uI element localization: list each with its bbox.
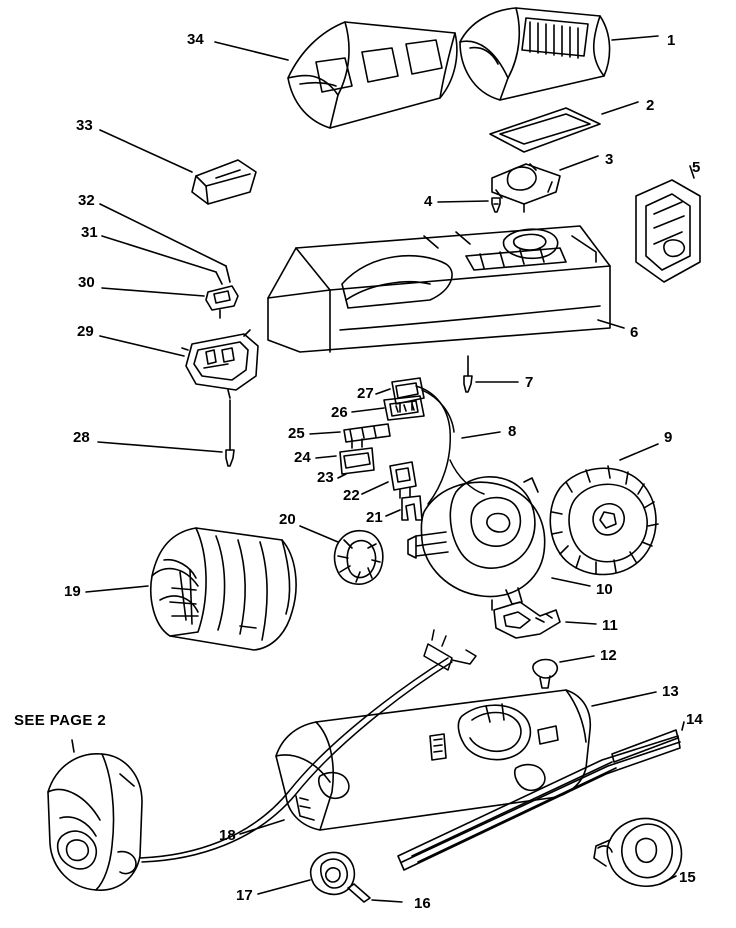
- callout-13: 13: [662, 683, 679, 700]
- part-latch-30: [206, 286, 238, 318]
- leader-2: [602, 102, 638, 114]
- callout-20: 20: [279, 511, 296, 528]
- leader-17: [258, 880, 310, 894]
- callout-4: 4: [424, 193, 433, 210]
- part-top-cover-left: [288, 22, 457, 128]
- callout-16: 16: [414, 895, 431, 912]
- callout-12: 12: [600, 647, 617, 664]
- leader-15: [660, 876, 676, 884]
- part-motor-mount: [492, 164, 560, 212]
- leader-10: [552, 578, 590, 586]
- part-switch-assembly: [384, 378, 424, 420]
- callout-10: 10: [596, 581, 613, 598]
- callout-21: 21: [366, 509, 383, 526]
- callout-28: 28: [73, 429, 90, 446]
- leader-16: [372, 900, 402, 902]
- see-page-2-note: SEE PAGE 2: [14, 712, 107, 729]
- part-power-cord: [140, 630, 476, 862]
- leader-12: [560, 656, 594, 662]
- part-rod-31: [216, 272, 222, 284]
- callout-27: 27: [357, 385, 374, 402]
- leader-11: [566, 622, 596, 624]
- leader-1: [612, 36, 658, 40]
- leader-21: [386, 510, 400, 516]
- part-axle-pin: [348, 884, 370, 902]
- part-main-housing: [268, 226, 610, 352]
- callout-23: 23: [317, 469, 334, 486]
- leader-34: [215, 42, 288, 60]
- part-motor: [408, 477, 545, 610]
- callout-19: 19: [64, 583, 81, 600]
- callout-7: 7: [525, 374, 534, 391]
- leader-31: [102, 236, 216, 272]
- callout-24: 24: [294, 449, 311, 466]
- leader-6: [598, 320, 624, 328]
- leader-9: [620, 444, 658, 460]
- part-see-page-2-assembly: [48, 754, 142, 890]
- part-cover-33: [192, 160, 256, 204]
- part-screw-12: [533, 660, 557, 689]
- callout-34: 34: [187, 31, 204, 48]
- leader-28: [98, 442, 222, 452]
- callout-22: 22: [343, 487, 360, 504]
- part-bag-housing: [151, 528, 296, 650]
- leader-22: [362, 482, 388, 494]
- leader-19: [86, 586, 148, 592]
- leader-20: [300, 526, 338, 542]
- callout-5: 5: [692, 159, 701, 176]
- part-contact-strip: [344, 424, 390, 442]
- callout-31: 31: [81, 224, 98, 241]
- part-wheel-15: [594, 818, 682, 886]
- part-screw-4: [492, 198, 500, 212]
- callout-15: 15: [679, 869, 696, 886]
- callout-25: 25: [288, 425, 305, 442]
- callout-11: 11: [602, 617, 618, 634]
- leader-29: [100, 336, 184, 356]
- part-top-cover-right: [460, 8, 610, 100]
- part-switch-plate: [182, 330, 258, 398]
- part-filter-gasket: [490, 108, 600, 152]
- leader-33: [100, 130, 192, 172]
- part-filter-ring: [335, 531, 383, 584]
- leader-13: [592, 692, 656, 706]
- leader-30: [102, 288, 204, 296]
- part-clip-21: [402, 496, 422, 520]
- part-screw-28: [226, 400, 234, 466]
- leader-3: [560, 156, 598, 170]
- callout-33: 33: [76, 117, 93, 134]
- leader-26: [352, 408, 384, 412]
- callout-17: 17: [236, 887, 253, 904]
- part-terminal-block: [340, 439, 374, 474]
- leader-8: [462, 432, 500, 438]
- callout-14: 14: [686, 711, 703, 728]
- callout-18: 18: [219, 827, 236, 844]
- callout-8: 8: [508, 423, 517, 440]
- part-bracket-22: [390, 462, 416, 498]
- part-base-housing: [276, 690, 590, 830]
- callout-6: 6: [630, 324, 639, 341]
- leader-14: [682, 722, 684, 730]
- part-end-cap: [636, 180, 700, 282]
- callout-3: 3: [605, 151, 614, 168]
- callout-30: 30: [78, 274, 95, 291]
- callout-29: 29: [77, 323, 94, 340]
- part-screw-7: [464, 356, 472, 392]
- leader-4: [438, 201, 488, 202]
- leader-see-page-2: [72, 740, 74, 752]
- part-wiring-harness: [416, 386, 484, 504]
- callout-1: 1: [667, 32, 676, 49]
- part-impeller: [550, 466, 658, 574]
- leader-27: [376, 389, 390, 394]
- leader-18: [240, 820, 284, 834]
- callout-32: 32: [78, 192, 95, 209]
- leader-32: [100, 204, 226, 266]
- leader-25: [310, 432, 340, 434]
- callout-2: 2: [646, 97, 655, 114]
- callout-26: 26: [331, 404, 348, 421]
- leader-24: [316, 456, 336, 458]
- callout-9: 9: [664, 429, 673, 446]
- part-bracket-11: [494, 602, 560, 638]
- part-rod-32: [226, 266, 230, 282]
